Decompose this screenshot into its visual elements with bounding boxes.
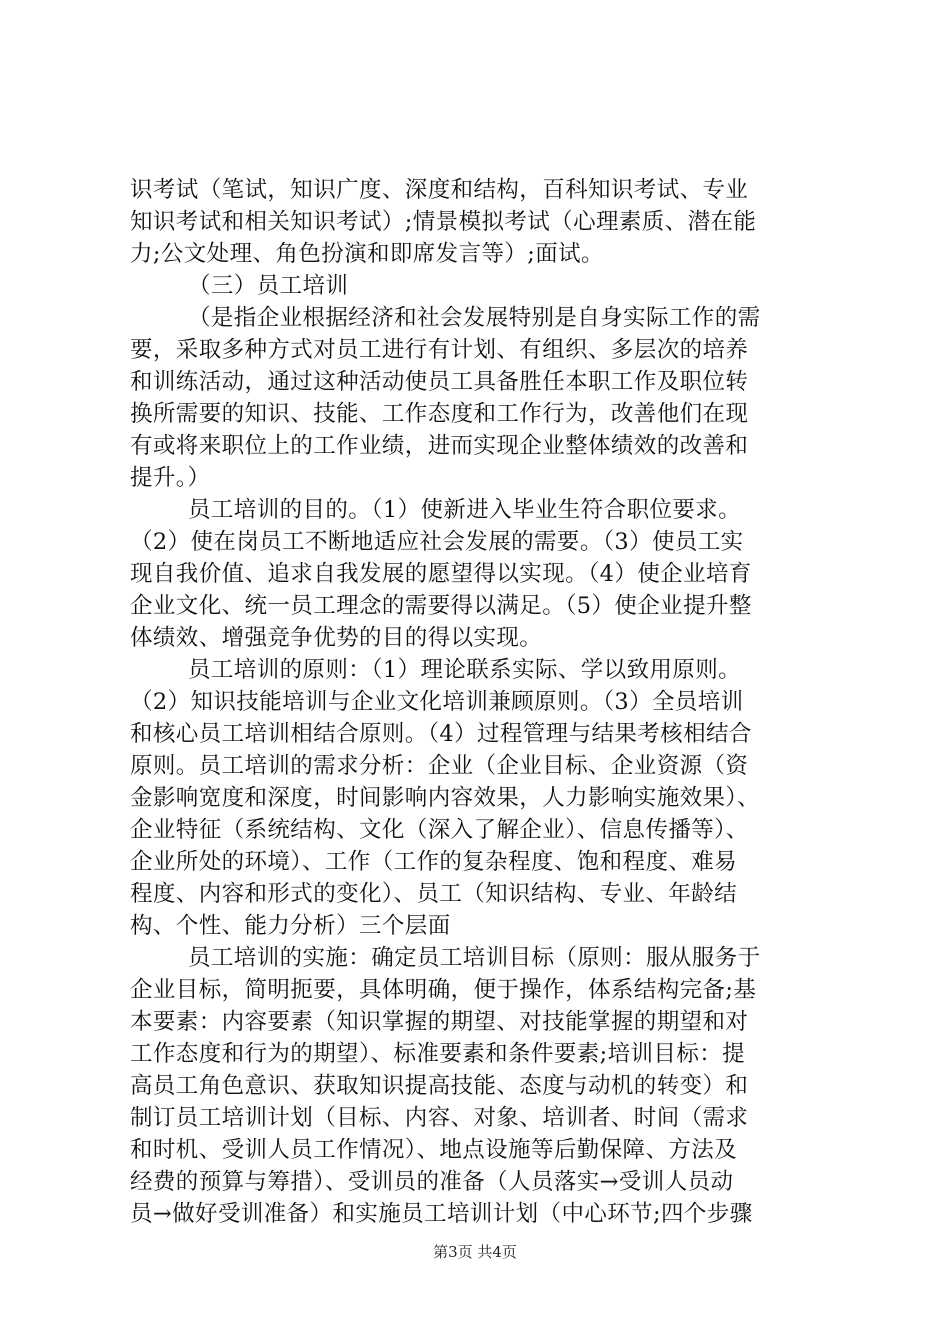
text-line: 和训练活动，通过这种活动使员工具备胜任本职工作及职位转: [130, 369, 749, 395]
page-number-footer: 第3页 共4页: [433, 1243, 517, 1261]
text-line: 制订员工培训计划（目标、内容、对象、培训者、时间（需求: [130, 1105, 749, 1131]
text-line: 本要素：内容要素（知识掌握的期望、对技能掌握的期望和对: [130, 1009, 749, 1035]
text-line: 员→做好受训准备）和实施员工培训计划（中心环节;四个步骤: [130, 1201, 753, 1227]
section-heading: （三）员工培训: [188, 273, 349, 299]
text-line: 和核心员工培训相结合原则。（4）过程管理与结果考核相结合: [130, 721, 752, 747]
text-line: 体绩效、增强竞争优势的目的得以实现。: [130, 625, 543, 651]
text-line: 现自我价值、追求自我发展的愿望得以实现。（4）使企业培育: [130, 561, 752, 587]
text-line: 提升。）: [130, 465, 211, 491]
text-line: 企业目标，简明扼要，具体明确，便于操作，体系结构完备;基: [130, 977, 757, 1003]
text-line: 换所需要的知识、技能、工作态度和工作行为，改善他们在现: [130, 401, 749, 427]
text-line: 高员工角色意识、获取知识提高技能、态度与动机的转变）和: [130, 1073, 749, 1099]
text-line: 工作态度和行为的期望）、标准要素和条件要素;培训目标：提: [130, 1041, 746, 1067]
document-body: [130, 174, 830, 1230]
text-line: （2）使在岗员工不断地适应社会发展的需要。（3）使员工实: [130, 529, 744, 555]
text-line: 企业所处的环境）、工作（工作的复杂程度、饱和程度、难易: [130, 849, 738, 875]
text-line: 员工培训的原则：（1）理论联系实际、学以致用原则。: [188, 657, 742, 683]
text-line: （是指企业根据经济和社会发展特别是自身实际工作的需: [188, 305, 761, 331]
text-line: （2）知识技能培训与企业文化培训兼顾原则。（3）全员培训: [130, 689, 744, 715]
text-line: 有或将来职位上的工作业绩，进而实现企业整体绩效的改善和: [130, 433, 749, 459]
text-line: 知识考试和相关知识考试）;情景模拟考试（心理素质、潜在能: [130, 209, 757, 235]
text-line: 企业文化、统一员工理念的需要得以满足。（5）使企业提升整: [130, 593, 752, 619]
text-line: 力;公文处理、角色扮演和即席发言等）;面试。: [130, 241, 604, 267]
text-line: 企业特征（系统结构、文化（深入了解企业）、信息传播等）、: [130, 817, 749, 843]
text-line: 员工培训的目的。（1）使新进入毕业生符合职位要求。: [188, 497, 742, 523]
text-line: 程度、内容和形式的变化）、员工（知识结构、专业、年龄结: [130, 881, 738, 907]
text-line: 员工培训的实施：确定员工培训目标（原则：服从服务于: [188, 945, 761, 971]
text-line: 金影响宽度和深度，时间影响内容效果，人力影响实施效果）、: [130, 785, 760, 811]
text-line: 原则。员工培训的需求分析：企业（企业目标、企业资源（资: [130, 753, 749, 779]
text-line: 识考试（笔试，知识广度、深度和结构，百科知识考试、专业: [130, 177, 749, 203]
text-line: 和时机、受训人员工作情况）、地点设施等后勤保障、方法及: [130, 1137, 738, 1163]
text-line: 构、个性、能力分析）三个层面: [130, 913, 451, 939]
text-line: 经费的预算与筹措）、受训员的准备（人员落实→受训人员动: [130, 1169, 734, 1195]
text-line: 要，采取多种方式对员工进行有计划、有组织、多层次的培养: [130, 337, 749, 363]
